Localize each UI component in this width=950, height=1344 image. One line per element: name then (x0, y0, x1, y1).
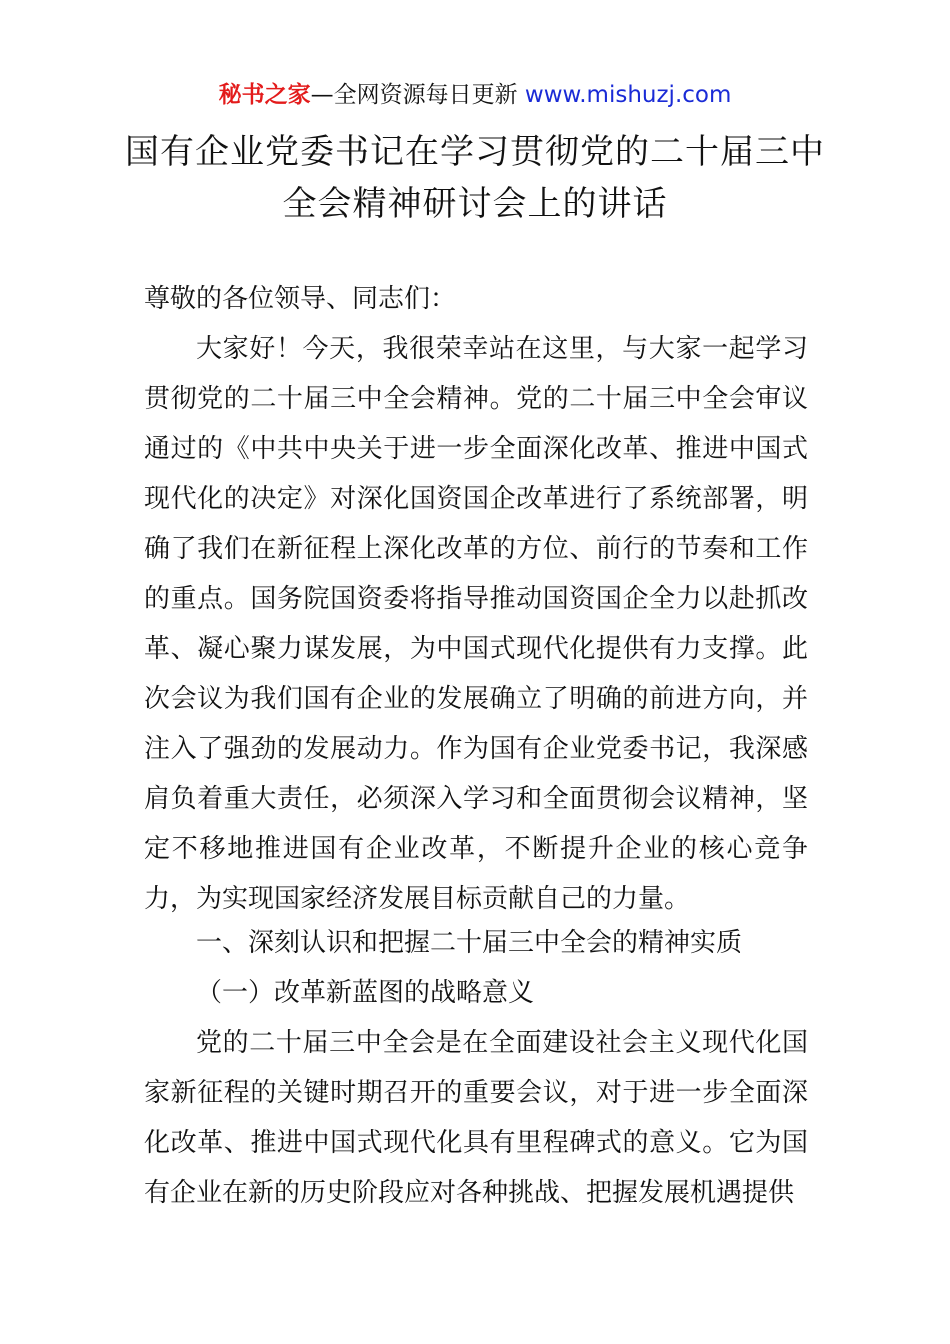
document-title-line-1: 国有企业党委书记在学习贯彻党的二十届三中 (125, 132, 825, 172)
site-url-link[interactable]: www.mishuzj.com (524, 82, 732, 108)
salutation: 尊敬的各位领导、同志们： (144, 284, 457, 314)
site-tagline: —全网资源每日更新 (310, 82, 518, 108)
site-header (0, 78, 950, 112)
section-heading-1: 一、深刻认识和把握二十届三中全会的精神实质 (196, 928, 743, 958)
document-title-line-2: 全会精神研讨会上的讲话 (282, 184, 668, 224)
body-paragraph-1: 大家好！今天，我很荣幸站在这里，与大家一起学习贯彻党的二十届三中全会精神。党的二十届三中全会审议通过的《中共中央关于进一步全面深化改革、推进中国式现代化的决定》对深化国资国企改革进行了系统部署，明确了我们在新征程上深化改革的方位、前行的节奏和工作的重点。国务院国资委将指导推动国资国企全力以赴抓改革、凝心聚力谋发展，为中国式现代化提供有力支撑。此次会议为我们国有企业的发展确立了明确的前进方向，并注入了强劲的发展动力。作为国有企业党委书记，我深感肩负着重大责任，必须深入学习和全面贯彻会议精神，坚定不移地推进国有企业改革，不断提升企业的核心竞争力，为实现国家经济发展目标贡献自己的力量。 (144, 334, 808, 914)
document-title (0, 126, 950, 230)
subsection-heading-1: （一）改革新蓝图的战略意义 (196, 978, 535, 1008)
body-paragraph-2: 党的二十届三中全会是在全面建设社会主义现代化国家新征程的关键时期召开的重要会议，对于进一步全面深化改革、推进中国式现代化具有里程碑式的意义。它为国有企业在新的历史阶段应对各种挑战、把握发展机遇提供 (144, 1028, 808, 1208)
site-brand: 秘书之家 (218, 82, 311, 108)
